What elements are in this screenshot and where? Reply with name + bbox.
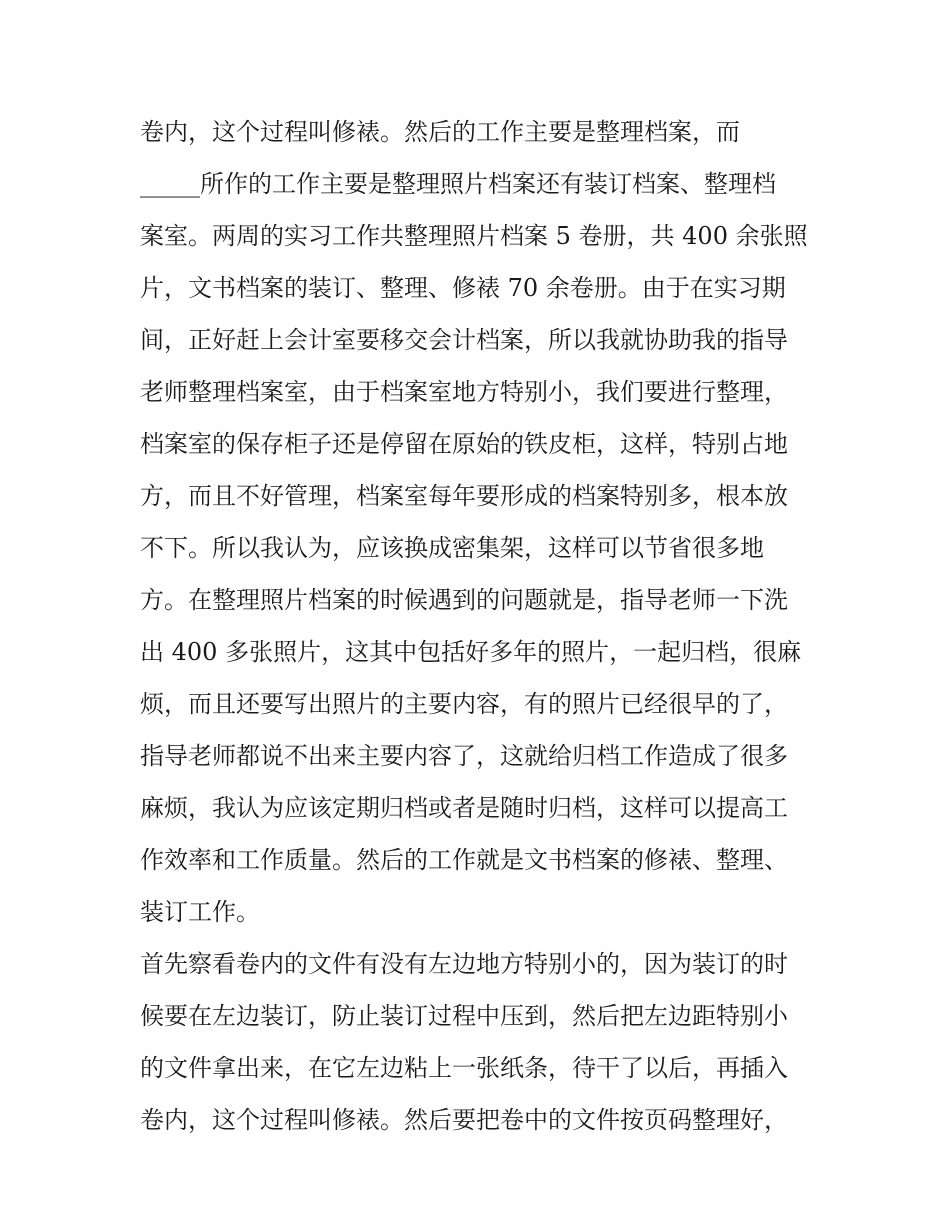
text-line: 卷内，这个过程叫修裱。然后要把卷中的文件按页码整理好， [140, 1106, 788, 1134]
text-line: 出 400 多张照片，这其中包括好多年的照片，一起归档，很麻 [140, 638, 802, 666]
text-line: 档案室的保存柜子还是停留在原始的铁皮柜，这样，特别占地 [140, 430, 788, 458]
text-line: 片，文书档案的装订、整理、修裱 70 余卷册。由于在实习期 [140, 274, 786, 302]
text-line: 麻烦，我认为应该定期归档或者是随时归档，这样可以提高工 [140, 794, 788, 822]
text-line: 首先察看卷内的文件有没有左边地方特别小的，因为装订的时 [140, 950, 788, 978]
text-line: _____所作的工作主要是整理照片档案还有装订档案、整理档 [140, 170, 776, 198]
text-line: 方。在整理照片档案的时候遇到的问题就是，指导老师一下洗 [140, 586, 788, 614]
text-line: 卷内，这个过程叫修裱。然后的工作主要是整理档案，而 [140, 118, 740, 146]
text-line: 烦，而且还要写出照片的主要内容，有的照片已经很早的了， [140, 690, 788, 718]
text-line: 不下。所以我认为，应该换成密集架，这样可以节省很多地 [140, 534, 764, 562]
text-line: 老师整理档案室，由于档案室地方特别小，我们要进行整理， [140, 378, 788, 406]
text-line: 候要在左边装订，防止装订过程中压到，然后把左边距特别小 [140, 1002, 788, 1030]
text-line: 指导老师都说不出来主要内容了，这就给归档工作造成了很多 [140, 742, 788, 770]
body-text [140, 106, 820, 1146]
text-line: 装订工作。 [140, 898, 260, 926]
text-line: 作效率和工作质量。然后的工作就是文书档案的修裱、整理、 [140, 846, 788, 874]
text-line: 间，正好赶上会计室要移交会计档案，所以我就协助我的指导 [140, 326, 788, 354]
text-line: 的文件拿出来，在它左边粘上一张纸条，待干了以后，再插入 [140, 1054, 788, 1082]
text-line: 方，而且不好管理，档案室每年要形成的档案特别多，根本放 [140, 482, 788, 510]
text-line: 案室。两周的实习工作共整理照片档案 5 卷册，共 400 余张照 [140, 222, 808, 250]
